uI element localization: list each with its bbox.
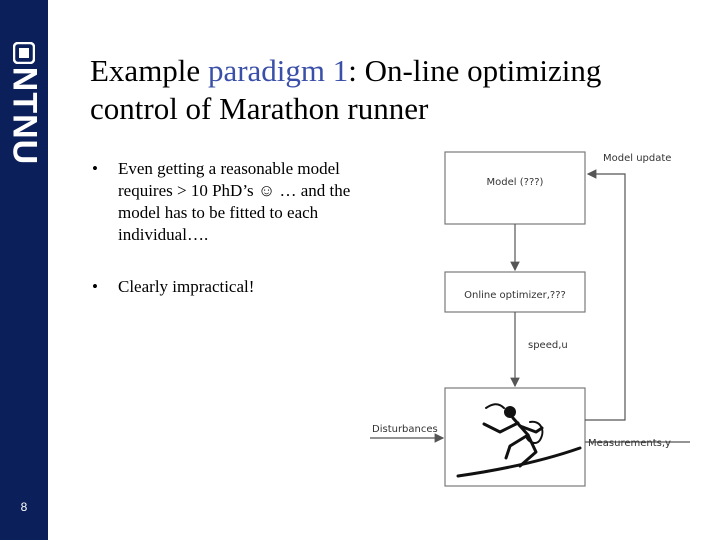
ntnu-logo-text: NTNU xyxy=(5,66,44,166)
page-number: 8 xyxy=(20,500,28,514)
title-part-1: Example xyxy=(90,53,208,88)
bullet-text: Even getting a reasonable model requires > 10 PhD’s ☺ … and the model has to be fitted to each individual…. xyxy=(118,159,351,244)
model-box-label: Model (???) xyxy=(486,177,544,188)
slide-title xyxy=(90,52,690,128)
speed-label: speed,u xyxy=(528,340,568,351)
sidebar xyxy=(0,0,48,540)
feedback-line xyxy=(585,174,625,420)
bullet-text: Clearly impractical! xyxy=(118,277,255,296)
model-update-label: Model update xyxy=(603,153,672,164)
model-box xyxy=(445,152,585,224)
title-part-2: : On-line optimizing control of Marathon runner xyxy=(90,53,602,126)
bullet-item xyxy=(90,158,390,246)
bullet-item xyxy=(90,276,390,298)
bullet-list xyxy=(90,158,390,328)
ntnu-logo-icon xyxy=(13,42,35,64)
runner-box xyxy=(445,388,585,486)
measurements-label: Measurements,y xyxy=(588,438,671,449)
control-loop-diagram xyxy=(360,140,700,490)
optimizer-box-label: Online optimizer,??? xyxy=(464,290,566,301)
bullet-marker: • xyxy=(92,277,98,296)
title-highlight: paradigm 1 xyxy=(207,53,349,88)
disturbances-label: Disturbances xyxy=(372,424,438,435)
bullet-marker: • xyxy=(92,159,98,178)
